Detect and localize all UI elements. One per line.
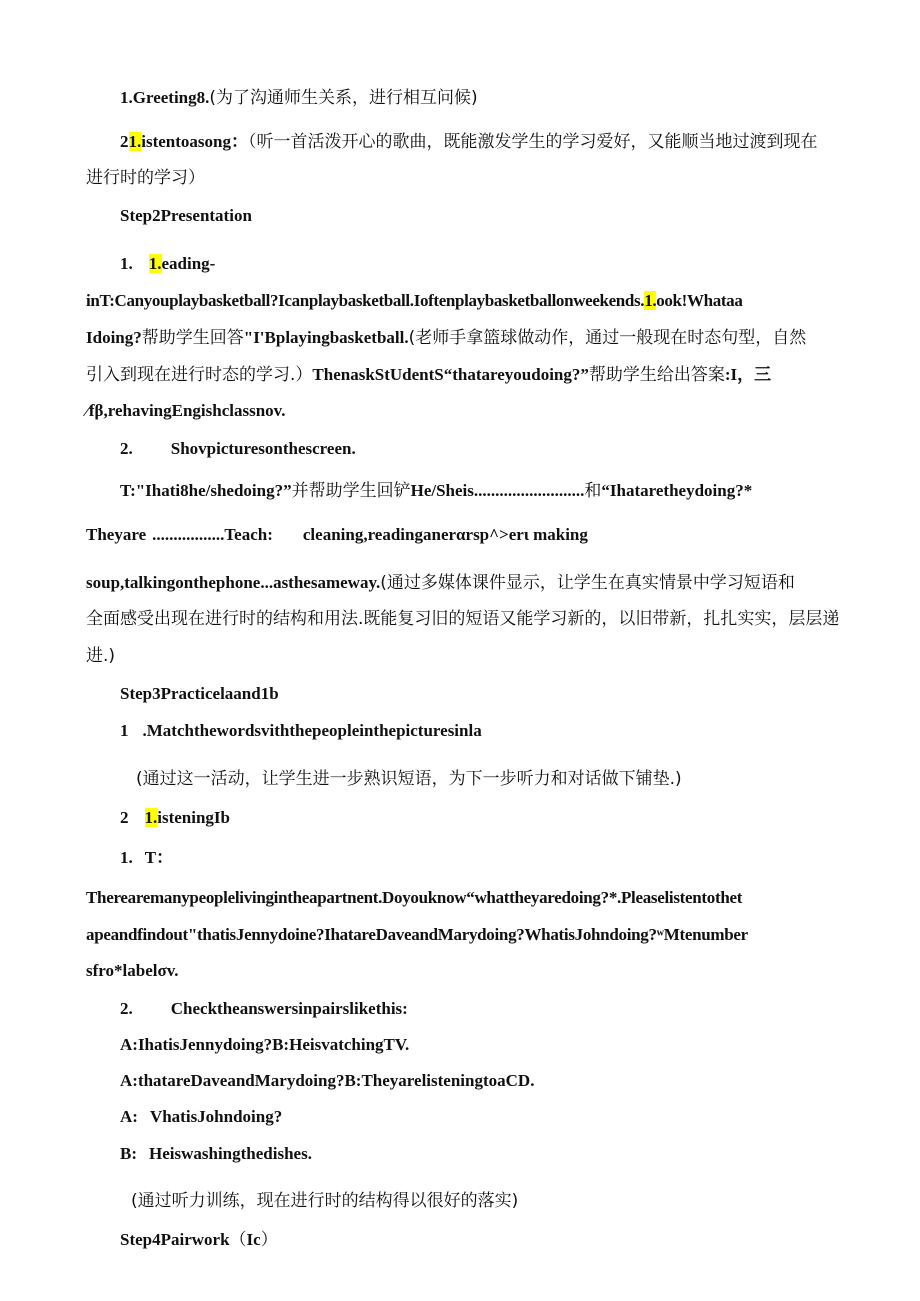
text: Checktheanswersinpairslikethis: [170, 999, 408, 1018]
text: Step4Pairwork [120, 1230, 230, 1249]
heading-step3 [120, 682, 279, 706]
line-check [120, 997, 408, 1021]
text: T： [144, 848, 174, 867]
text: making [533, 525, 588, 544]
text: istentoasong： [141, 132, 248, 151]
line-what-doing [120, 479, 752, 503]
line-leading [120, 252, 215, 276]
text: 1. [120, 848, 133, 867]
text: VhatisJohndoing? [149, 1107, 283, 1126]
text: 和 [584, 481, 602, 501]
line-listen-song [120, 130, 817, 154]
line-pair-2 [120, 1069, 534, 1093]
text: sfro*labelσv. [86, 961, 179, 980]
line-apartment-2 [86, 923, 748, 947]
text: 并帮助学生回铲 [291, 481, 411, 501]
text: Teach: [224, 525, 273, 544]
text: 2 [120, 132, 129, 151]
text: 1 [120, 721, 129, 740]
line-pair-3 [120, 1105, 282, 1129]
text: A:IhatisJennydoing?B:HeisvatchingTV. [120, 1035, 410, 1054]
line-teach [86, 523, 588, 547]
text: ook!Whataa [656, 291, 743, 310]
text: A:thatareDaveandMarydoing?B:TheyarelisteningtoaCD. [120, 1071, 535, 1090]
text: Shovpicturesonthescreen. [170, 439, 356, 458]
line-greeting [120, 86, 478, 110]
text: cleaning,readinganerαrsp^>erι [302, 525, 530, 544]
highlight: 1. [644, 291, 657, 310]
line-dialogue-2 [86, 326, 806, 350]
highlight: 1. [148, 254, 162, 273]
text: apeandfindout"thatisJennydoine?IhatareDaveandMarydoing?WhatisJohndoing?ʷMtenumber [86, 925, 748, 944]
line-apartment [86, 886, 742, 910]
highlight: 1. [144, 808, 158, 827]
text: (通过听力训练，现在进行时的结构得以很好的落实) [131, 1191, 519, 1211]
text: Heiswashingthedishes. [149, 1144, 312, 1163]
text: isteningIb [157, 808, 230, 827]
text: 进.) [86, 646, 116, 666]
text: (为了沟通师生关系，进行相互问候) [209, 88, 478, 108]
text: "I'Bplayingbasketball. [243, 328, 409, 347]
heading-step4 [120, 1228, 278, 1252]
line-note [86, 607, 839, 631]
text: T:"Ihati8he/shedoing?” [120, 481, 292, 500]
text: .Matchthewordsviththepeopleinthepicturesinla [142, 721, 482, 740]
line-dialogue-3 [86, 363, 771, 387]
line-dialogue-4 [86, 399, 285, 423]
text: ） [260, 1230, 278, 1250]
text: Theyare [86, 525, 147, 544]
text: He/Sheis.......................... [410, 481, 585, 500]
line-note-2 [136, 767, 682, 791]
text: ⁄fβ,rehavingEngishclassnov. [86, 401, 286, 420]
highlight: 1. [128, 132, 142, 151]
text: Ic [246, 1230, 261, 1249]
text: (通过多媒体课件显示，让学生在真实情景中学习短语和 [380, 573, 795, 593]
line-listening [120, 806, 230, 830]
line-pair-4 [120, 1142, 312, 1166]
line-soup [86, 571, 795, 595]
text: Step2Presentation [120, 206, 252, 225]
line-match [120, 719, 482, 743]
line-listen-song-cont [86, 166, 205, 190]
text: A: [120, 1107, 138, 1126]
line-apartment-3 [86, 959, 179, 983]
text: 1. [120, 254, 133, 273]
line-dialogue [86, 289, 742, 313]
text: 帮助学生给出答案 [588, 365, 725, 385]
text: 帮助学生回答 [141, 328, 244, 348]
text: ................. [152, 525, 225, 544]
text: inT:Canyouplaybasketball?Icanplaybasketball.Ioftenplaybasketballonweekends. [86, 291, 645, 310]
text: 全面感受出现在进行时的结构和用法.既能复习旧的短语又能学习新的，以旧带新，扎扎实实，层层递 [86, 609, 840, 629]
text: :I，三 [724, 365, 772, 384]
text: (老师手拿篮球做动作，通过一般现在时态句型，自然 [408, 328, 807, 348]
text: ThenaskStUdentS“thatareyoudoing?” [312, 365, 589, 384]
text: eading- [161, 254, 216, 273]
text: 2. [120, 439, 133, 458]
text: （听一首活泼开心的歌曲，既能激发学生的学习爱好，又能顺当地过渡到现在 [247, 132, 818, 152]
text: Step3Practicelaand1b [120, 684, 279, 703]
text: (通过这一活动，让学生进一步熟识短语，为下一步听力和对话做下铺垫.) [136, 769, 682, 789]
text: 2 [120, 808, 129, 827]
line-note-3 [131, 1189, 518, 1213]
text: Idoing? [86, 328, 142, 347]
line-show-pictures [120, 437, 356, 461]
text: 2. [120, 999, 133, 1018]
text: 进行时的学习） [86, 168, 205, 188]
text: 引入到现在进行时态的学习.） [86, 365, 313, 385]
heading-step2 [120, 204, 252, 228]
text: soup,talkingonthephone...asthesameway. [86, 573, 381, 592]
line-t [120, 846, 173, 870]
text: B: [120, 1144, 137, 1163]
line-pair-1 [120, 1033, 409, 1057]
text: 1.Greeting8. [120, 88, 210, 107]
text: Therearemanypeoplelivingintheapartnent.Doyouknow“whattheyaredoing?*.Pleaselistentothet [86, 888, 743, 907]
line-note-end [86, 644, 115, 668]
text: “Ihataretheydoing?* [601, 481, 753, 500]
text: （ [229, 1230, 247, 1250]
